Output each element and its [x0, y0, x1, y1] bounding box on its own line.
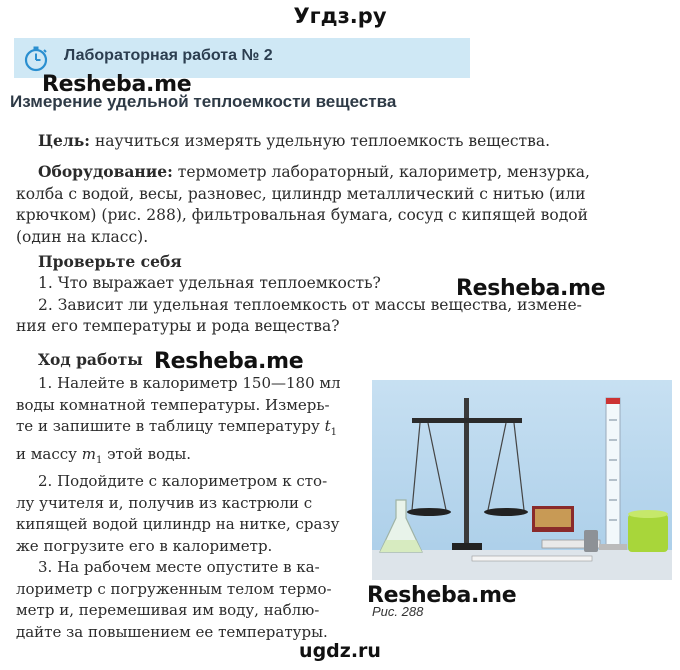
- thermometer: [472, 556, 592, 561]
- procedure-line: 2. Подойдите с калориметром к сто-: [38, 472, 328, 490]
- watermark: Resheba.me: [367, 583, 517, 608]
- figure-caption: Рис. 288: [372, 604, 424, 619]
- procedure-line: и массу $m_1$ этой воды.: [16, 444, 192, 466]
- check-heading: Проверьте себя: [38, 252, 182, 271]
- equipment-line: колба с водой, весы, разновес, цилиндр металлический с нитью (или: [16, 184, 586, 203]
- procedure-line: кипящей водой цилиндр на нитке, сразу: [16, 515, 340, 533]
- site-header-label: Угдз.ру: [293, 4, 387, 28]
- procedure-line: метр и, перемешивая им воду, наблю-: [16, 601, 320, 619]
- check-question: 2. Зависит ли удельная теплоемкость от массы вещества, измене-: [38, 295, 582, 314]
- metal-cylinder: [584, 530, 598, 552]
- check-question: 1. Что выражает удельная теплоемкость?: [38, 274, 381, 292]
- procedure-line: дайте за повышением ее температуры.: [16, 622, 328, 641]
- procedure-line: 3. На рабочем месте опустите в ка-: [38, 558, 320, 576]
- stopwatch-icon: [22, 44, 50, 72]
- equipment-label: Оборудование:: [38, 162, 173, 181]
- site-footer-label: ugdz.ru: [299, 640, 381, 662]
- check-question: ния его температуры и рода вещества?: [16, 317, 340, 335]
- procedure-line: те и запишите в таблицу температуру $t_1$: [16, 417, 337, 438]
- procedure-line: 1. Налейте в калориметр 150—180 мл: [38, 374, 341, 392]
- watermark: Resheba.me: [456, 276, 606, 301]
- equipment-line: термометр лабораторный, калориметр, мензурка,: [172, 163, 590, 181]
- lab-title: Лабораторная работа № 2: [64, 47, 273, 64]
- equipment-paragraph: [16, 161, 590, 248]
- lab-equipment-photo: [372, 380, 672, 580]
- goal-paragraph: [38, 130, 550, 153]
- goal-label: Цель:: [38, 131, 91, 150]
- procedure-line: же погрузите его в калориметр.: [16, 536, 273, 555]
- procedure-line: воды комнатной температуры. Измерь-: [16, 395, 330, 414]
- procedure-heading: Ход работы: [38, 350, 143, 369]
- procedure-line: лориметр с погруженным телом термо-: [16, 579, 332, 598]
- lab-subtitle: Измерение удельной теплоемкости вещества: [10, 92, 397, 111]
- calorimeter: [628, 510, 668, 552]
- watermark: Resheba.me: [154, 349, 304, 374]
- goal-text: научиться измерять удельную теплоемкость вещества.: [90, 132, 551, 150]
- equipment-line: крючком) (рис. 288), фильтровальная бумага, сосуд с кипящей водой: [16, 206, 588, 224]
- watermark: Resheba.me: [42, 72, 192, 97]
- procedure-line: лу учителя и, получив из кастрюли с: [16, 493, 313, 512]
- equipment-line: (один на класс).: [16, 227, 149, 246]
- procedure-steps: [16, 373, 341, 643]
